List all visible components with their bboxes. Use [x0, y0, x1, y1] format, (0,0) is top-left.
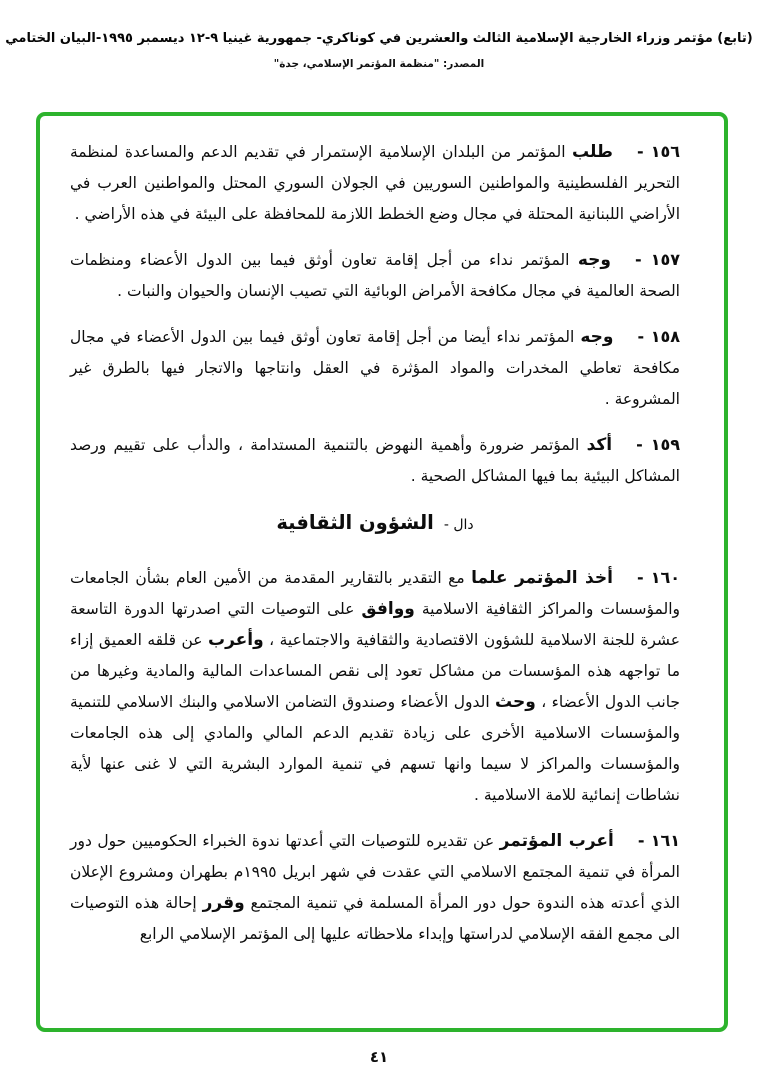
paragraph-number: ١٥٩ -: [636, 435, 680, 454]
paragraph-lead-word: طلب: [571, 142, 613, 162]
section-heading-title: الشؤون الثقافية: [276, 511, 434, 534]
paragraph-text: على التوصيات التي اصدرتها الدورة التاسعة عشرة للجنة الاسلامية للشؤون الاقتصادية والثقافية والاجتماعية ،: [70, 600, 680, 649]
paragraph-number: ١٥٨ -: [637, 327, 680, 346]
paragraph-bold-word: وأعرب: [208, 630, 264, 650]
paragraph-lead-word: وجه: [577, 250, 611, 270]
paragraph-bold-word: وقرر: [202, 893, 245, 913]
paragraph-number: ١٥٧ -: [635, 250, 680, 269]
paragraph-lead-word: وجه: [580, 327, 614, 347]
paragraph-number: ١٥٦ -: [636, 142, 680, 161]
paragraph-bold-word: وحث: [495, 692, 536, 712]
document-header-line: (تابع) مؤتمر وزراء الخارجية الإسلامية الثالث والعشرين في كوناكري- جمهورية غينيا ٩-١٢ ديسمبر ١٩٩٥-البيان الختامي: [5, 31, 753, 46]
paragraph-number: ١٦١ -: [637, 831, 681, 850]
paragraph-160: [70, 562, 680, 811]
paragraph-text: المؤتمر ضرورة وأهمية النهوض بالتنمية المستدامة ، والدأب على تقييم ورصد المشاكل البيئية بما فيها المشاكل الصحية .: [70, 436, 680, 485]
page-number: ٤١: [369, 1048, 389, 1066]
paragraph-text: الدول الأعضاء وصندوق التضامن الاسلامي والبنك الاسلامي للتنمية والمؤسسات الاسلامية الأخرى على زيادة تقديم الدعم المالي والمادي إلى هذه الجامعات والمؤسسات والمراكز لا سيما وانها تسهم في تنمية الموارد البشرية التي لا غنى عنها لأية نشاطات إنمائية للامة الاسلامية .: [70, 693, 680, 804]
paragraph-157: [70, 244, 680, 307]
paragraph-text: المؤتمر نداء أيضا من أجل إقامة تعاون أوثق فيما بين الدول الأعضاء في مجال مكافحة تعاطي المخدرات والمواد المؤثرة في العقل وانتاجها والاتجار فيها بالطرق غير المشروعة .: [70, 328, 680, 408]
paragraph-lead-word: أخذ المؤتمر علما: [471, 568, 613, 588]
section-heading-prefix: دال -: [443, 517, 474, 533]
content-frame: [36, 112, 728, 1032]
paragraph-lead-word: أكد: [586, 435, 613, 455]
paragraph-lead-word: أعرب المؤتمر: [499, 831, 614, 851]
paragraph-text: عن تقديره للتوصيات التي أعدتها ندوة الخبراء الحكوميين حول دور المرأة في تنمية المجتمع الاسلامي التي عقدت في شهر ابريل ١٩٩٥م بطهران ومشروع الإعلان الذي أعدته هذه الندوة حول دور المرأة المسلمة في تنمية المجتمع: [70, 832, 680, 912]
paragraph-text: عن قلقه العميق إزاء ما تواجهه هذه المؤسسات من مشاكل تعود إلى نقص المساعدات المالية والمادية وغيرها من جانب الدول الأعضاء ،: [70, 631, 680, 711]
paragraph-161: [70, 825, 680, 950]
paragraph-bold-word: ووافق: [361, 599, 415, 619]
paragraph-156: [70, 136, 680, 230]
paragraph-158: [70, 321, 680, 415]
paragraph-159: [70, 429, 680, 492]
section-heading-cultural-affairs: [70, 506, 680, 542]
paragraph-text: مع التقدير بالتقارير المقدمة من الأمين العام بشأن الجامعات والمؤسسات والمراكز الثقافية الاسلامية: [70, 569, 680, 618]
paragraph-text: إحالة هذه التوصيات الى مجمع الفقه الإسلامي لدراستها وإبداء ملاحظاته عليها إلى المؤتمر الإسلامي الرابع: [70, 894, 680, 943]
paragraph-number: ١٦٠ -: [636, 568, 680, 587]
source-line: المصدر: "منظمة المؤتمر الإسلامي، جدة": [273, 58, 485, 71]
paragraph-text: المؤتمر نداء من أجل إقامة تعاون أوثق فيما بين الدول الأعضاء ومنظمات الصحة العالمية في مجال مكافحة الأمراض الوبائية التي تصيب الإنسان والحيوان والنبات .: [70, 251, 680, 300]
paragraph-text: المؤتمر من البلدان الإسلامية الإستمرار في تقديم الدعم والمساعدة لمنظمة التحرير الفلسطينية والمواطنين السوريين في الجولان السوري المحتل والمواطنين العرب في الأراضي اللبنانية المحتلة في مجال وضع الخطط اللازمة للمحافظة على البيئة في هذه الأراضي .: [70, 143, 680, 223]
